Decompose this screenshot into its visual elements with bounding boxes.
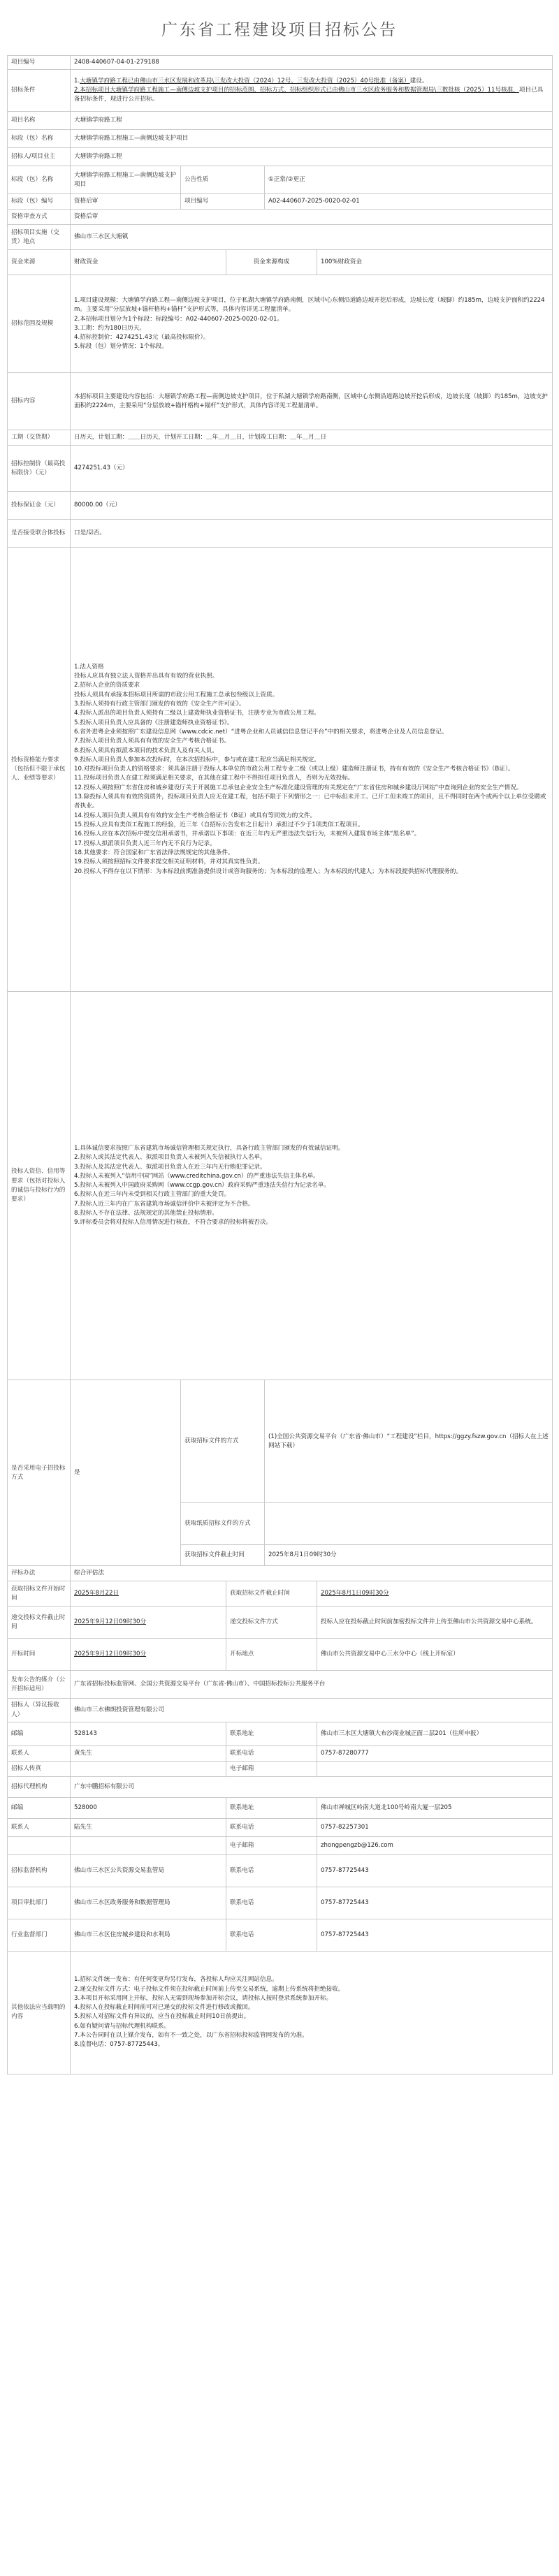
label-tenderee-zip: 邮编 (8, 1722, 71, 1746)
row-agent (8, 1776, 553, 1797)
value-tenderee-owner: 大塘镇学府路工程 (71, 148, 553, 166)
row-period (8, 430, 553, 446)
label-tenderee-fax: 招标人传真 (8, 1761, 71, 1776)
label-legal-person: 标段（包）名称 (8, 166, 71, 194)
label-get-doc-deadline: 获取招标文件截止时间 (181, 1545, 265, 1566)
label-industry-dept: 行业监督部门 (8, 1919, 71, 1951)
value-publish-media: 广东省招标投标监管网、全国公共资源交易平台（广东省·佛山市）、中国招标投标公共服务平台 (71, 1671, 553, 1699)
label-agent-email: 电子邮箱 (226, 1836, 317, 1854)
value-conditions (71, 70, 553, 112)
row-legal-person (8, 166, 553, 194)
label-approval-dept: 项目审批部门 (8, 1887, 71, 1919)
label-conditions: 招标条件 (8, 70, 71, 112)
value-tenderee-tel: 0757-87280777 (317, 1746, 553, 1761)
value-industry-dept: 佛山市三水区住房城乡建设和水利局 (71, 1919, 226, 1951)
qualification-item: 投标人应具有独立法人资格并出具有有效的营业执照。 (74, 673, 219, 680)
qualification-item: 15.投标人应具有类似工程施工的经验，近三年（自招标公告发布之日起计）承担过不少于1项类似工程项目。 (74, 821, 364, 829)
qualification-item: 7.投标人项目负责人须具有有效的安全生产考核合格证书。 (74, 738, 231, 745)
label-e-bid: 是否采用电子招投标方式 (8, 1380, 71, 1566)
label-doc-deadline: 获取招标文件截止时间 (226, 1581, 317, 1607)
value-consortium: 口是/☑否。 (71, 520, 553, 548)
page-title: 广东省工程建设项目招标公告 (161, 21, 398, 39)
row-agent-email (8, 1836, 553, 1854)
conditions-p1-suffix: 建设。 (409, 77, 428, 85)
label-tenderee: 招标人（异议接收人） (8, 1699, 71, 1722)
qualification-item: 9.投标人项目负责人参加本次投标时，在本次招投标中，参与或在建工程应当满足相关规定。 (74, 756, 320, 763)
label-tenderee-tel: 联系电话 (226, 1746, 317, 1761)
credit-item: 1.具体诚信要求按照广东省建筑市场诚信管理相关规定执行，具备行政主管部门颁发的有效诚信证明。 (74, 1144, 344, 1152)
value-doc-deadline: 2025年8月1日09时30分 (317, 1581, 553, 1607)
label-agent: 招标代理机构 (8, 1776, 71, 1797)
row-tenderee-fax (8, 1761, 553, 1776)
row-location (8, 225, 553, 250)
row-section-name (8, 130, 553, 148)
value-tenderee-email (317, 1761, 553, 1776)
scale-item: 5.标段（包）划分情况：1个标段。 (74, 343, 168, 351)
label-tenderee-addr: 联系地址 (226, 1722, 317, 1746)
value-submit-method: 投标人应在投标截止时间前加密投标文件并上传至佛山市公共资源交易中心系统。 (317, 1607, 553, 1639)
label-notice-type: 公告性质 (181, 166, 265, 194)
value-industry-dept-tel: 0757-87725443 (317, 1919, 553, 1951)
label-period: 工期（交货期） (8, 430, 71, 446)
value-item-code: A02-440607-2025-0020-02-01 (265, 194, 553, 210)
qualification-item: 19.投标人须按照招标文件要求提交相关证明材料，并对其真实性负责。 (74, 858, 264, 866)
value-get-doc-method (265, 1380, 553, 1503)
notes-item: 6.如有疑问请与招标代理机构联系。 (74, 2022, 170, 2030)
value-agent-contact: 陆先生 (71, 1818, 226, 1836)
label-supervisor-tel: 联系电话 (226, 1854, 317, 1887)
value-agent-zip: 528000 (71, 1797, 226, 1818)
row-section-code (8, 194, 553, 210)
value-supervisor: 佛山市三水区公共资源交易监管局 (71, 1854, 226, 1887)
label-content: 招标内容 (8, 373, 71, 430)
announcement-page (7, 0, 552, 2086)
label-section-code: 标段（包）编号 (8, 194, 71, 210)
notes-item: 4.投标人在投标截止时间前可对已递交的投标文件进行修改或撤回。 (74, 2004, 254, 2012)
get-doc-method-text: (1)全国公共资源交易平台（广东省·佛山市）“工程建设”栏目，https://ggzy.fszw.gov.cn（招标人在上述网站下载） (268, 1433, 549, 1449)
credit-item: 2.投标人或其法定代表人、拟派项目负责人未被列入失信被执行人名单。 (74, 1154, 266, 1162)
label-agent-zip: 邮编 (8, 1797, 71, 1818)
value-agent-fax (71, 1836, 226, 1854)
conditions-p2-approval: 2.本招标项目大塘镇学府路工程施工—南侧边坡支护项目的招标范围、招标方式、招标组织形式已由佛山市三水区政务服务和数据管理局\三数批核（2025）11号核准， (74, 87, 519, 94)
label-agent-addr: 联系地址 (226, 1797, 317, 1818)
notes-item: 8.监督电话：0757-87725443。 (74, 2041, 164, 2049)
value-agent: 广东中鹏招标有限公司 (71, 1776, 553, 1797)
label-tenderee-contact: 联系人 (8, 1746, 71, 1761)
value-submit-time: 2025年9月12日09时30分 (71, 1607, 226, 1639)
value-content: 本招标项目主要建设内容包括：大塘镇学府路工程—南侧边坡支护项目，位于私湖大塘镇学府路南侧，区域中心东侧沿道路边坡开挖后形成，边坡长度（坡脚）约185m，边坡支护面积约2224m，主要采用“分层放坡+锚杆格构+锚杆”支护形式，具体内容详见工程量清单。 (71, 373, 553, 430)
row-tenderee-contact (8, 1746, 553, 1761)
label-qualification: 投标资格能力要求（包括但不限于承包人、业绩等要求） (8, 548, 71, 992)
value-get-doc-deadline: 2025年8月1日09时30分 (265, 1545, 553, 1566)
label-project-code: 项目编号 (8, 56, 71, 70)
value-section-code: 资格后审 (71, 194, 181, 210)
label-credit: 投标人资信、信用等要求（包括对投标人的诚信与投标行为的要求） (8, 992, 71, 1380)
row-agent-contact (8, 1818, 553, 1836)
row-industry-dept (8, 1919, 553, 1951)
label-submit-time: 递交投标文件截止时间 (8, 1607, 71, 1639)
row-doc-time (8, 1581, 553, 1607)
label-section-name: 标段（包）名称 (8, 130, 71, 148)
qualification-item: 12.投标人须按照广东省住房和城乡建设厅关于开展施工总承包企业安全生产标准化建设管理的有关规定在“广东省住房和城乡建设厅网站”中查询到企业的安全生产情况。 (74, 784, 523, 791)
label-scale: 招标范围及规模 (8, 275, 71, 373)
row-credit (8, 992, 553, 1380)
value-project-name: 大塘镇学府路工程 (71, 112, 553, 130)
conditions-p2-suffix: 项目已具备招标条件，现进行公开招标。 (74, 87, 544, 103)
label-location: 招标项目实施（交货）地点 (8, 225, 71, 250)
value-supervisor-tel: 0757-87725443 (317, 1854, 553, 1887)
qualification-item: 1.法人资格 (74, 663, 104, 671)
label-open-place: 开标地点 (226, 1639, 317, 1671)
label-notes: 其他依法应当载明的内容 (8, 1951, 71, 2074)
scale-item: 4.招标控制价：4274251.43元（最高投标限价）。 (74, 334, 210, 342)
label-agent-contact: 联系人 (8, 1818, 71, 1836)
qualification-item: 3.投标人须持有行政主管部门颁发的有效的《安全生产许可证》。 (74, 700, 245, 708)
value-exam-method: 资格后审 (71, 210, 553, 225)
row-publish-media (8, 1671, 553, 1699)
value-scale (71, 275, 553, 373)
label-tenderee-email: 电子邮箱 (226, 1761, 317, 1776)
label-eval-method: 评标办法 (8, 1566, 71, 1581)
row-open-time (8, 1639, 553, 1671)
credit-item: 5.投标人未被列入中国政府采购网（www.ccgp.gov.cn）政府采购严重违法失信行为记录名单。 (74, 1182, 330, 1190)
value-qualification (71, 548, 553, 992)
row-tenderee-owner (8, 148, 553, 166)
label-fund-composition: 资金来源构成 (226, 250, 317, 275)
label-exam-method: 资格审查方式 (8, 210, 71, 225)
qualification-item: 6.省外进粤企业须按照广东建设信息网（www.cdcic.net）“进粤企业和人员诚信信息登记平台”中的相关要求，将进粤企业及人员信息登记。 (74, 728, 448, 736)
qualification-item: 18.其他要求：符合国家和广东省法律法规规定的其他条件。 (74, 849, 234, 856)
value-section-name: 大塘镇学府路工程施工—南侧边坡支护项目 (71, 130, 553, 148)
label-bid-bond: 投标保证金（元） (8, 492, 71, 520)
notes-item: 5.投标人对招标文件有异议的，应当在投标截止时间10日前提出。 (74, 2013, 250, 2021)
label-project-name: 项目名称 (8, 112, 71, 130)
value-agent-addr: 佛山市禅城区岭南大道北100号岭南大厦一层205 (317, 1797, 553, 1818)
scale-item: 1.项目建设规模：大塘镇学府路工程—南侧边坡支护项目，位于私湖大塘镇学府路南侧，区域中心东侧沿道路边坡开挖后形成，边坡长度（坡脚）约185m，边坡支护面积约2224m。主要采用“分层放坡+锚杆格构+锚杆”支护形式等，具体内容详见工程量清单。 (74, 296, 545, 314)
credit-item: 8.投标人不存在法律、法规规定的其他禁止投标情形。 (74, 1210, 218, 1217)
value-tenderee-addr: 佛山市三水区大塘镇大布沙商业城正面二层201（住所申报） (317, 1722, 553, 1746)
row-tenderee-zip (8, 1722, 553, 1746)
credit-item: 6.投标人在近三年内未受到相关行政主管部门的重大处罚。 (74, 1191, 231, 1199)
value-eval-method: 综合评估法 (71, 1566, 553, 1581)
value-tenderee-fax (71, 1761, 226, 1776)
label-get-paper-doc: 获取纸质招标文件的方式 (181, 1503, 265, 1545)
conditions-p1-approval: 大塘镇学府路工程已由佛山市三水区发展和改革局\三发改大投资（2024）12号、三发改大投资（2025）40号批准（备案） (80, 77, 410, 85)
value-notice-type: ①正常/②更正 (265, 166, 553, 194)
value-agent-email: zhongpengzb@126.com (317, 1836, 553, 1854)
qualification-item: 16.投标人应在本次招标中提交信用承诺书，并承诺以下事项：在近三年内无严重违法失信行为，未被列入建筑市场主体“黑名单”。 (74, 830, 421, 838)
qualification-item: 13.除投标人须具有有效的资质外，投标项目负责人应无在建工程，包括不限于下列情形之一：已中标但未开工、已开工但未竣工的项目，且不得同时在两个或两个以上单位受聘或者执业。 (74, 793, 546, 810)
label-item-code: 项目编号 (181, 194, 265, 210)
qualification-item: 10.对投标项目负责人的资格要求：须具备注册于投标人本单位的市政公用工程专业二级（或以上级）建造师注册证书，持有有效的《安全生产考核合格证书》（B证）。 (74, 766, 514, 773)
row-content (8, 373, 553, 430)
value-fund-source: 财政资金 (71, 250, 226, 275)
label-get-doc-method: 获取招标文件的方式 (181, 1380, 265, 1503)
row-project-code (8, 56, 553, 70)
row-approval-dept (8, 1887, 553, 1919)
notes-item: 7.本公告同时在以上媒介发布，如有不一致之处，以广东省招标投标监管网发布的为准。 (74, 2032, 308, 2040)
value-approval-dept: 佛山市三水区政务服务和数据管理局 (71, 1887, 226, 1919)
value-get-paper-doc (265, 1503, 553, 1545)
row-price-cap (8, 446, 553, 492)
value-location: 佛山市三水区大塘镇 (71, 225, 553, 250)
value-project-code: 2408-440607-04-01-279188 (71, 56, 553, 70)
credit-item: 7.投标人近三年内在广东省建筑市场诚信评价中未被评定为不合格。 (74, 1200, 254, 1208)
label-submit-method: 递交投标文件方式 (226, 1607, 317, 1639)
notes-item: 1.招标文件统一发布：有任何变更均另行发布，各投标人均应关注网站信息。 (74, 1976, 278, 1984)
value-legal-person: 大塘镇学府路工程施工—南侧边坡支护项目 (71, 166, 181, 194)
qualification-item: 11.投标项目负责人在建工程须满足相关要求，在其他在建工程中不得担任项目负责人，否则为无效投标。 (74, 775, 354, 782)
row-e-bid (8, 1380, 553, 1503)
value-notes (71, 1951, 553, 2074)
label-consortium: 是否接受联合体投标 (8, 520, 71, 548)
qualification-item: 20.投标人不得存在以下情形：为本标段前期准备提供设计或咨询服务的；为本标段的监理人；为本标段的代建人；为本标段提供招标代理服务的。 (74, 868, 463, 875)
row-consortium (8, 520, 553, 548)
value-e-bid: 是 (71, 1380, 181, 1566)
label-tenderee-owner: 招标人/项目业主 (8, 148, 71, 166)
credit-item: 3.投标人及其法定代表人、拟派项目负责人在近三年内无行贿犯罪记录。 (74, 1163, 266, 1171)
qualification-item: 2.招标人企业的资质要求 (74, 682, 140, 689)
value-approval-dept-tel: 0757-87725443 (317, 1887, 553, 1919)
row-submit-time (8, 1607, 553, 1639)
value-agent-tel: 0757-82257301 (317, 1818, 553, 1836)
credit-item: 4.投标人未被列入“信用中国”网站（www.creditchina.gov.cn）的严重违法失信主体名单。 (74, 1172, 319, 1180)
row-eval-method (8, 1566, 553, 1581)
value-credit (71, 992, 553, 1380)
label-agent-tel: 联系电话 (226, 1818, 317, 1836)
row-scale (8, 275, 553, 373)
label-price-cap: 招标控制价（最高投标限价）（元） (8, 446, 71, 492)
row-qualification (8, 548, 553, 992)
qualification-item: 投标人须具有承接本招标项目所需的市政公用工程施工总承包叁级以上资质。 (74, 691, 279, 698)
label-supervisor: 招标监督机构 (8, 1854, 71, 1887)
scale-item: 2.本招标项目划分为1个标段：标段编号：A02-440607-2025-0020-02-01。 (74, 315, 284, 323)
credit-item: 9.评标委员会将对投标人信用情况进行核查，不符合要求的投标将被否决。 (74, 1219, 273, 1227)
label-open-time: 开标时间 (8, 1639, 71, 1671)
row-notes (8, 1951, 553, 2074)
qualification-item: 5.投标人项目负责人应具备的《注册建造师执业资格证书》。 (74, 719, 233, 726)
value-open-time: 2025年9月12日09时30分 (71, 1639, 226, 1671)
qualification-item: 4.投标人派出的项目负责人须持有二级以上建造师执业资格证书，注册专业为市政公用工程。 (74, 710, 320, 717)
value-price-cap: 4274251.43（元） (71, 446, 553, 492)
label-industry-dept-tel: 联系电话 (226, 1919, 317, 1951)
label-doc-time: 获取招标文件开始时间 (8, 1581, 71, 1607)
scale-item: 3.工期：约为180日历天。 (74, 324, 145, 332)
notes-item: 3.本项目开标采用网上开标，投标人无需到现场参加开标会议，请投标人按时登录系统参加开标。 (74, 1994, 333, 2002)
label-agent-fax (8, 1836, 71, 1854)
row-fund-source (8, 250, 553, 275)
value-tenderee-contact: 黄先生 (71, 1746, 226, 1761)
label-publish-media: 发布公告的媒介（公开招标适用） (8, 1671, 71, 1699)
label-fund-source: 资金来源 (8, 250, 71, 275)
tender-info-table (7, 55, 553, 2074)
row-supervisor (8, 1854, 553, 1887)
row-tenderee (8, 1699, 553, 1722)
value-bid-bond: 80000.00（元） (71, 492, 553, 520)
qualification-item: 17.投标人拟派项目负责人近三年内无不良行为记录。 (74, 840, 216, 847)
value-fund-composition: 100%财政资金 (317, 250, 553, 275)
row-exam-method (8, 210, 553, 225)
qualification-item: 14.投标人项目负责人须具有有效的安全生产考核合格证书（B证）或具有等同效力的文件。 (74, 812, 317, 819)
value-open-place: 佛山市公共资源交易中心三水分中心（线上开标室） (317, 1639, 553, 1671)
row-conditions (8, 70, 553, 112)
label-approval-dept-tel: 联系电话 (226, 1887, 317, 1919)
value-doc-time: 2025年8月22日 (71, 1581, 226, 1607)
value-tenderee: 佛山市三水佛朗投资管理有限公司 (71, 1699, 553, 1722)
qualification-item: 8.投标人须具有拟派本项目的技术负责人及有关人员。 (74, 747, 218, 754)
row-project-name (8, 112, 553, 130)
conditions-p1-prefix: 1. (74, 77, 80, 85)
notes-item: 2.递交投标文件方式：电子投标文件须在投标截止时间前上传至交易系统，逾期上传系统将拒绝接收。 (74, 1985, 344, 1993)
row-agent-zip (8, 1797, 553, 1818)
value-period: 日历天，计划工期：＿＿日历天，计划开工日期：＿年＿月＿日，计划竣工日期：＿年＿月＿日 (71, 430, 553, 446)
value-tenderee-zip: 528143 (71, 1722, 226, 1746)
row-bid-bond (8, 492, 553, 520)
